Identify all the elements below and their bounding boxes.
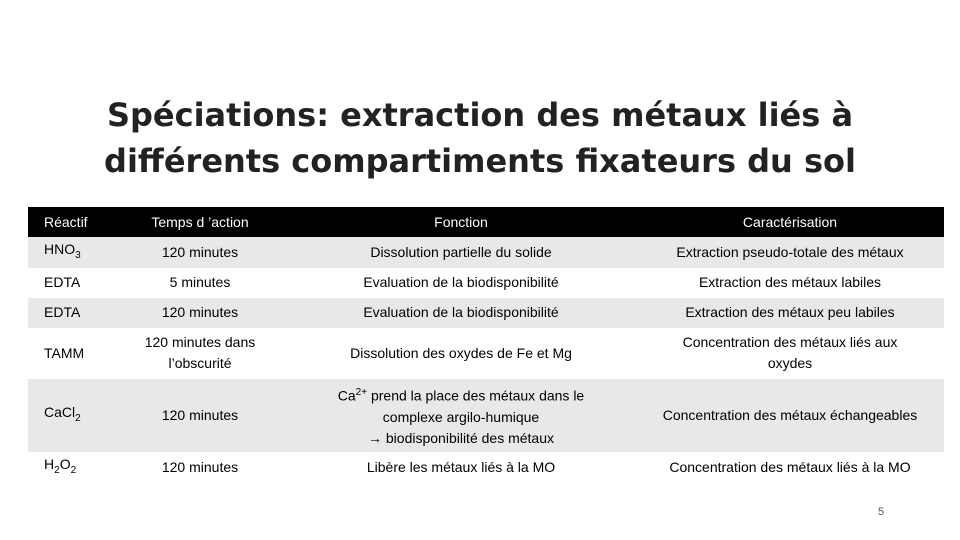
cell-temps: 120 minutes dans l’obscurité [114, 328, 286, 379]
table-row [28, 268, 944, 298]
cell-fonction: Dissolution partielle du solide [286, 237, 636, 268]
cell-fonction: $Ca^{2+}$ prend la place des métaux dans le complexe argilo-humique → biodisponibilité des métaux [286, 379, 636, 452]
cell-reactif: TAMM [28, 328, 114, 379]
cell-caracterisation: Extraction pseudo-totale des métaux [636, 237, 944, 268]
header-fonction: Fonction [286, 207, 636, 237]
table-header-row [28, 207, 944, 237]
cell-temps: 120 minutes [114, 298, 286, 328]
cell-caracterisation: Extraction des métaux peu labiles [636, 298, 944, 328]
cell-reactif: EDTA [28, 298, 114, 328]
cell-fonction: Dissolution des oxydes de Fe et Mg [286, 328, 636, 379]
cell-caracterisation: Extraction des métaux labiles [636, 268, 944, 298]
cell-temps: 120 minutes [114, 379, 286, 452]
cell-reactif: CaCl$_2$ [28, 379, 114, 452]
cell-fonction: Evaluation de la biodisponibilité [286, 298, 636, 328]
cell-caracterisation: Concentration des métaux échangeables [636, 379, 944, 452]
cell-fonction: Libère les métaux liés à la MO [286, 452, 636, 483]
table-row [28, 379, 944, 452]
speciation-table [28, 207, 944, 483]
cell-temps: 120 minutes [114, 237, 286, 268]
cell-reactif: EDTA [28, 268, 114, 298]
table-row [28, 452, 944, 483]
cell-fonction: Evaluation de la biodisponibilité [286, 268, 636, 298]
arrow-icon: → [368, 429, 382, 446]
cell-reactif: $H_2O_2$ [28, 452, 114, 483]
header-reactif: Réactif [28, 207, 114, 237]
cell-caracterisation: Concentration des métaux liés aux oxydes [636, 328, 944, 379]
header-caracterisation: Caractérisation [636, 207, 944, 237]
table-row [28, 328, 944, 379]
table-row [28, 298, 944, 328]
page-number: 5 [878, 506, 885, 518]
slide-title-line2: différents compartiments fixateurs du sol [104, 142, 856, 180]
cell-reactif: $HNO_3$ [28, 237, 114, 268]
cell-temps: 5 minutes [114, 268, 286, 298]
slide-title [0, 92, 960, 184]
table-row [28, 237, 944, 268]
cell-temps: 120 minutes [114, 452, 286, 483]
cell-caracterisation: Concentration des métaux liés à la MO [636, 452, 944, 483]
header-temps: Temps d ’action [114, 207, 286, 237]
slide-title-line1: Spéciations: extraction des métaux liés à [106, 96, 854, 134]
